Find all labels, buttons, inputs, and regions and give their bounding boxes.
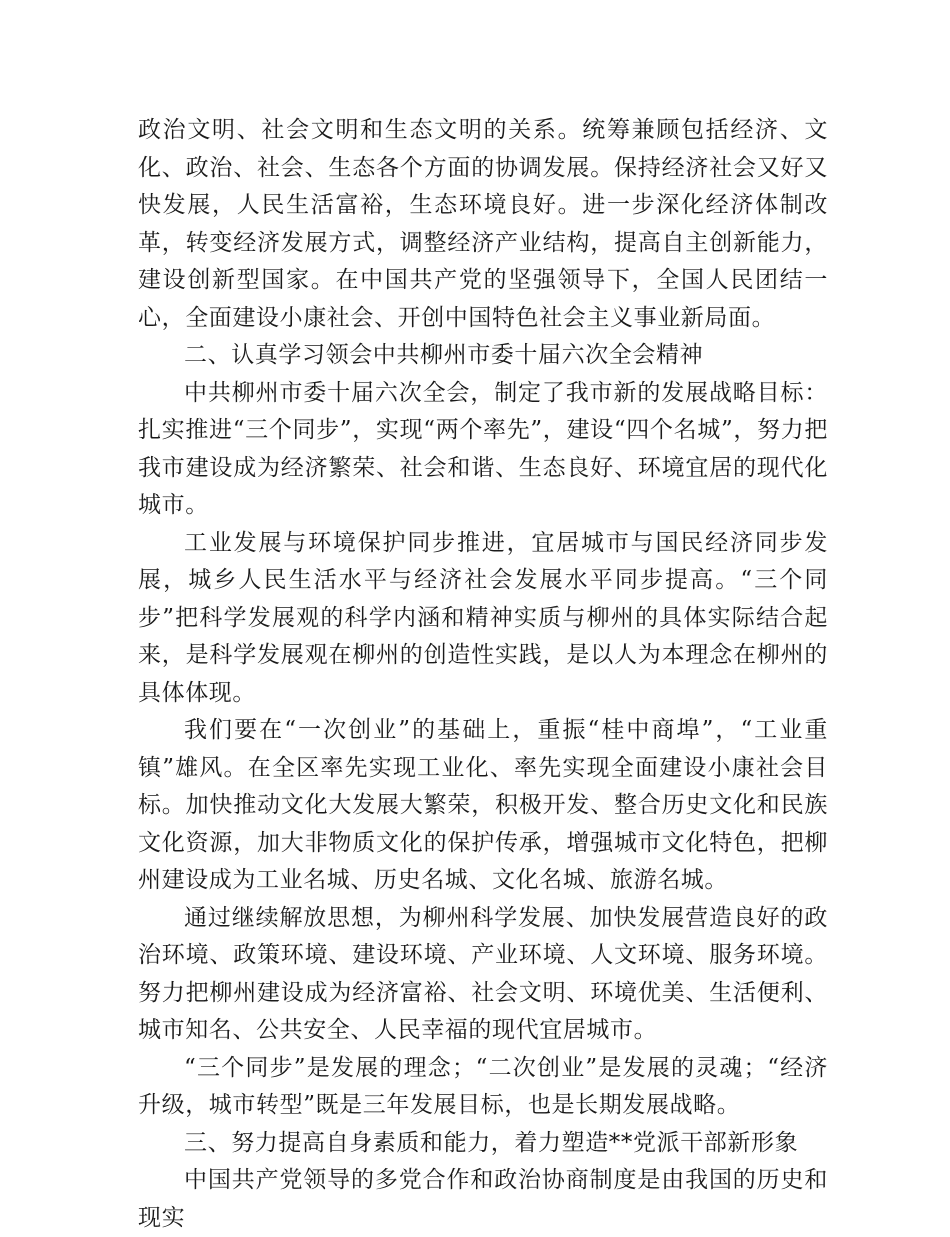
paragraph-continuation: 政治文明、社会文明和生态文明的关系。统筹兼顾包括经济、文化、政治、社会、生态各个方面的协调发展。保持经济社会又好又快发展，人民生活富裕，生态环境良好。进一步深化经济体制改革，转变经济发展方式，调整经济产业结构，提高自主创新能力，建设创新型国家。在中国共产党的坚强领导下，全国人民团结一心，全面建设小康社会、开创中国特色社会主义事业新局面。 <box>138 117 828 331</box>
paragraph: 通过继续解放思想，为柳州科学发展、加快发展营造良好的政治环境、政策环境、建设环境、产业环境、人文环境、服务环境。努力把柳州建设成为经济富裕、社会文明、环境优美、生活便利、城市知名、公共安全、人民幸福的现代宜居城市。 <box>138 904 828 1043</box>
paragraph: 中国共产党领导的多党合作和政治协商制度是由我国的历史和现实 <box>138 1167 828 1231</box>
paragraph: 工业发展与环境保护同步推进，宜居城市与国民经济同步发展，城乡人民生活水平与经济社会发展水平同步提高。“三个同步”把科学发展观的科学内涵和精神实质与柳州的具体实际结合起来，是科学发展观在柳州的创造性实践，是以人为本理念在柳州的具体体现。 <box>138 529 828 706</box>
document-body <box>138 112 828 1237</box>
paragraph: “三个同步”是发展的理念；“二次创业”是发展的灵魂；“经济升级，城市转型”既是三年发展目标，也是长期发展战略。 <box>138 1054 828 1118</box>
section-heading-2: 二、认真学习领会中共柳州市委十届六次全会精神 <box>184 342 704 368</box>
paragraph: 我们要在“一次创业”的基础上，重振“桂中商埠”，“工业重镇”雄风。在全区率先实现工业化、率先实现全面建设小康社会目标。加快推动文化大发展大繁荣，积极开发、整合历史文化和民族文化资源，加大非物质文化的保护传承，增强城市文化特色，把柳州建设成为工业名城、历史名城、文化名城、旅游名城。 <box>138 717 828 893</box>
section-heading-3: 三、努力提高自身素质和能力，着力塑造**党派干部新形象 <box>184 1129 799 1156</box>
paragraph: 中共柳州市委十届六次全会，制定了我市新的发展战略目标：扎实推进“三个同步”，实现“两个率先”，建设“四个名城”，努力把我市建设成为经济繁荣、社会和谐、生态良好、环境宜居的现代化城市。 <box>138 379 828 518</box>
